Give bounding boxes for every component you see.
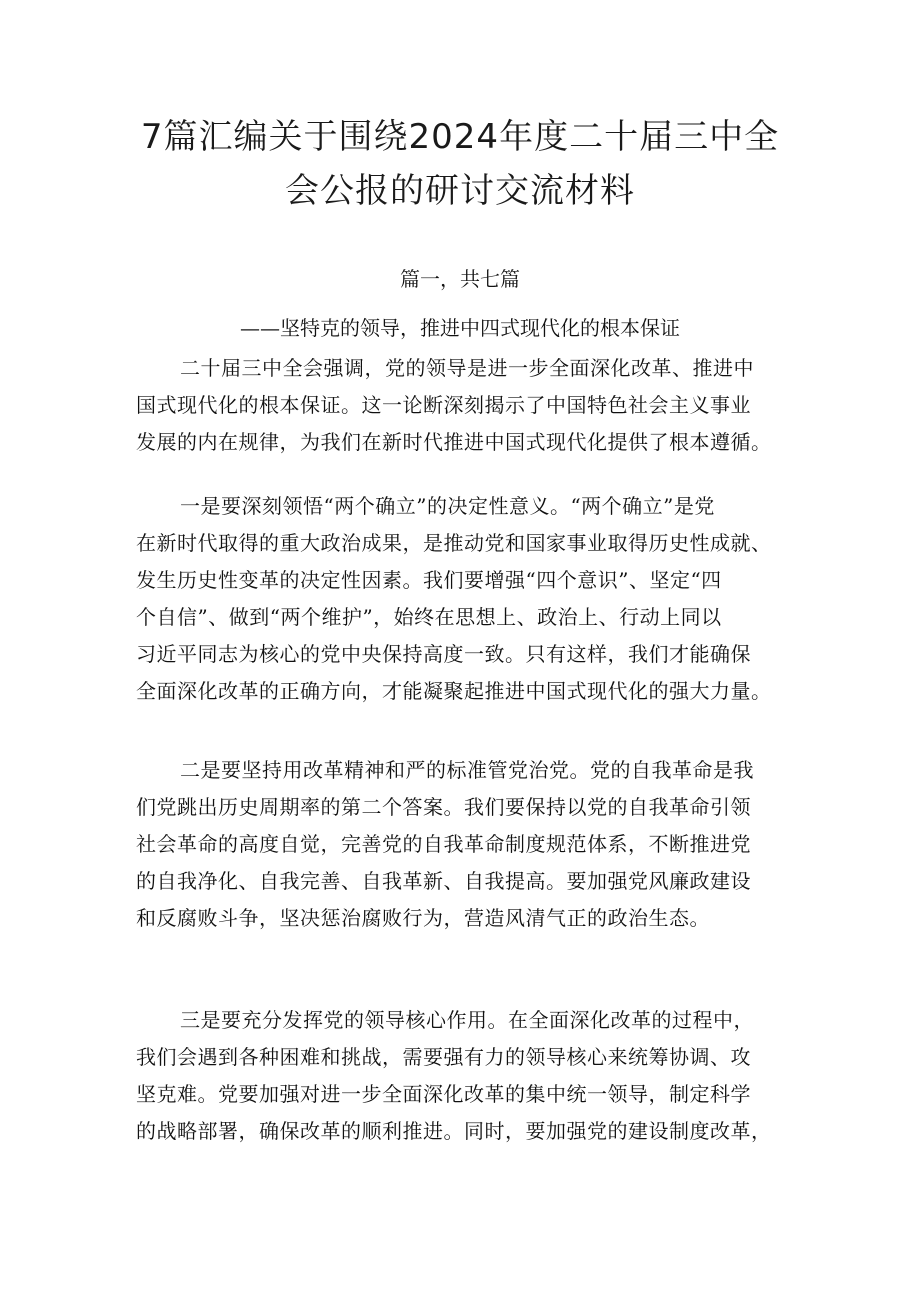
document-title — [0, 110, 920, 218]
paragraph-line: 在新时代取得的重大政治成果，是推动党和国家事业取得历史性成就、 — [136, 531, 772, 555]
paragraph-line: 们党跳出历史周期率的第二个答案。我们要保持以党的自我革命引领 — [136, 795, 751, 819]
paragraph-4 — [136, 1002, 796, 1150]
paragraph-line: 国式现代化的根本保证。这一论断深刻揭示了中国特色社会主义事业 — [136, 393, 751, 417]
paragraph-line: 我们会遇到各种困难和挑战，需要强有力的领导核心来统筹协调、攻 — [136, 1045, 751, 1069]
paragraph-1 — [136, 350, 796, 461]
paragraph-line: 发生历史性变革的决定性因素。我们要增强“四个意识”、坚定“四 — [136, 568, 722, 592]
paragraph-line: 和反腐败斗争，坚决惩治腐败行为，营造风清气正的政治生态。 — [136, 906, 710, 930]
section-subtitle: ——坚特克的领导，推进中四式现代化的根本保证 — [240, 316, 680, 340]
paragraph-line: 三是要充分发挥党的领导核心作用。在全面深化改革的过程中， — [180, 1008, 754, 1032]
paragraph-line: 二十届三中全会强调，党的领导是进一步全面深化改革、推进中 — [180, 356, 754, 380]
paragraph-3 — [136, 752, 796, 937]
paragraph-line: 发展的内在规律，为我们在新时代推进中国式现代化提供了根本遵循。 — [136, 430, 772, 454]
paragraph-line: 二是要坚持用改革精神和严的标准管党治党。党的自我革命是我 — [180, 758, 754, 782]
paragraph-line: 个自信”、做到“两个维护”，始终在思想上、政治上、行动上同以 — [136, 605, 722, 629]
paragraph-2 — [136, 488, 796, 710]
title-line-1: 7篇汇编关于围绕2024年度二十届三中全 — [140, 117, 780, 157]
paragraph-line: 一是要深刻领悟“两个确立”的决定性意义。“两个确立”是党 — [180, 494, 715, 518]
paragraph-line: 的战略部署，确保改革的顺利推进。同时，要加强党的建设制度改革， — [136, 1119, 772, 1143]
paragraph-line: 社会革命的高度自觉，完善党的自我革命制度规范体系，不断推进党 — [136, 832, 751, 856]
section-label: 篇一，共七篇 — [400, 267, 520, 291]
paragraph-line: 习近平同志为核心的党中央保持高度一致。只有这样，我们才能确保 — [136, 642, 751, 666]
paragraph-line: 全面深化改革的正确方向，才能凝聚起推进中国式现代化的强大力量。 — [136, 679, 772, 703]
title-line-2: 会公报的研讨交流材料 — [285, 171, 635, 211]
paragraph-line: 坚克难。党要加强对进一步全面深化改革的集中统一领导，制定科学 — [136, 1082, 751, 1106]
paragraph-line: 的自我净化、自我完善、自我革新、自我提高。要加强党风廉政建设 — [136, 869, 751, 893]
